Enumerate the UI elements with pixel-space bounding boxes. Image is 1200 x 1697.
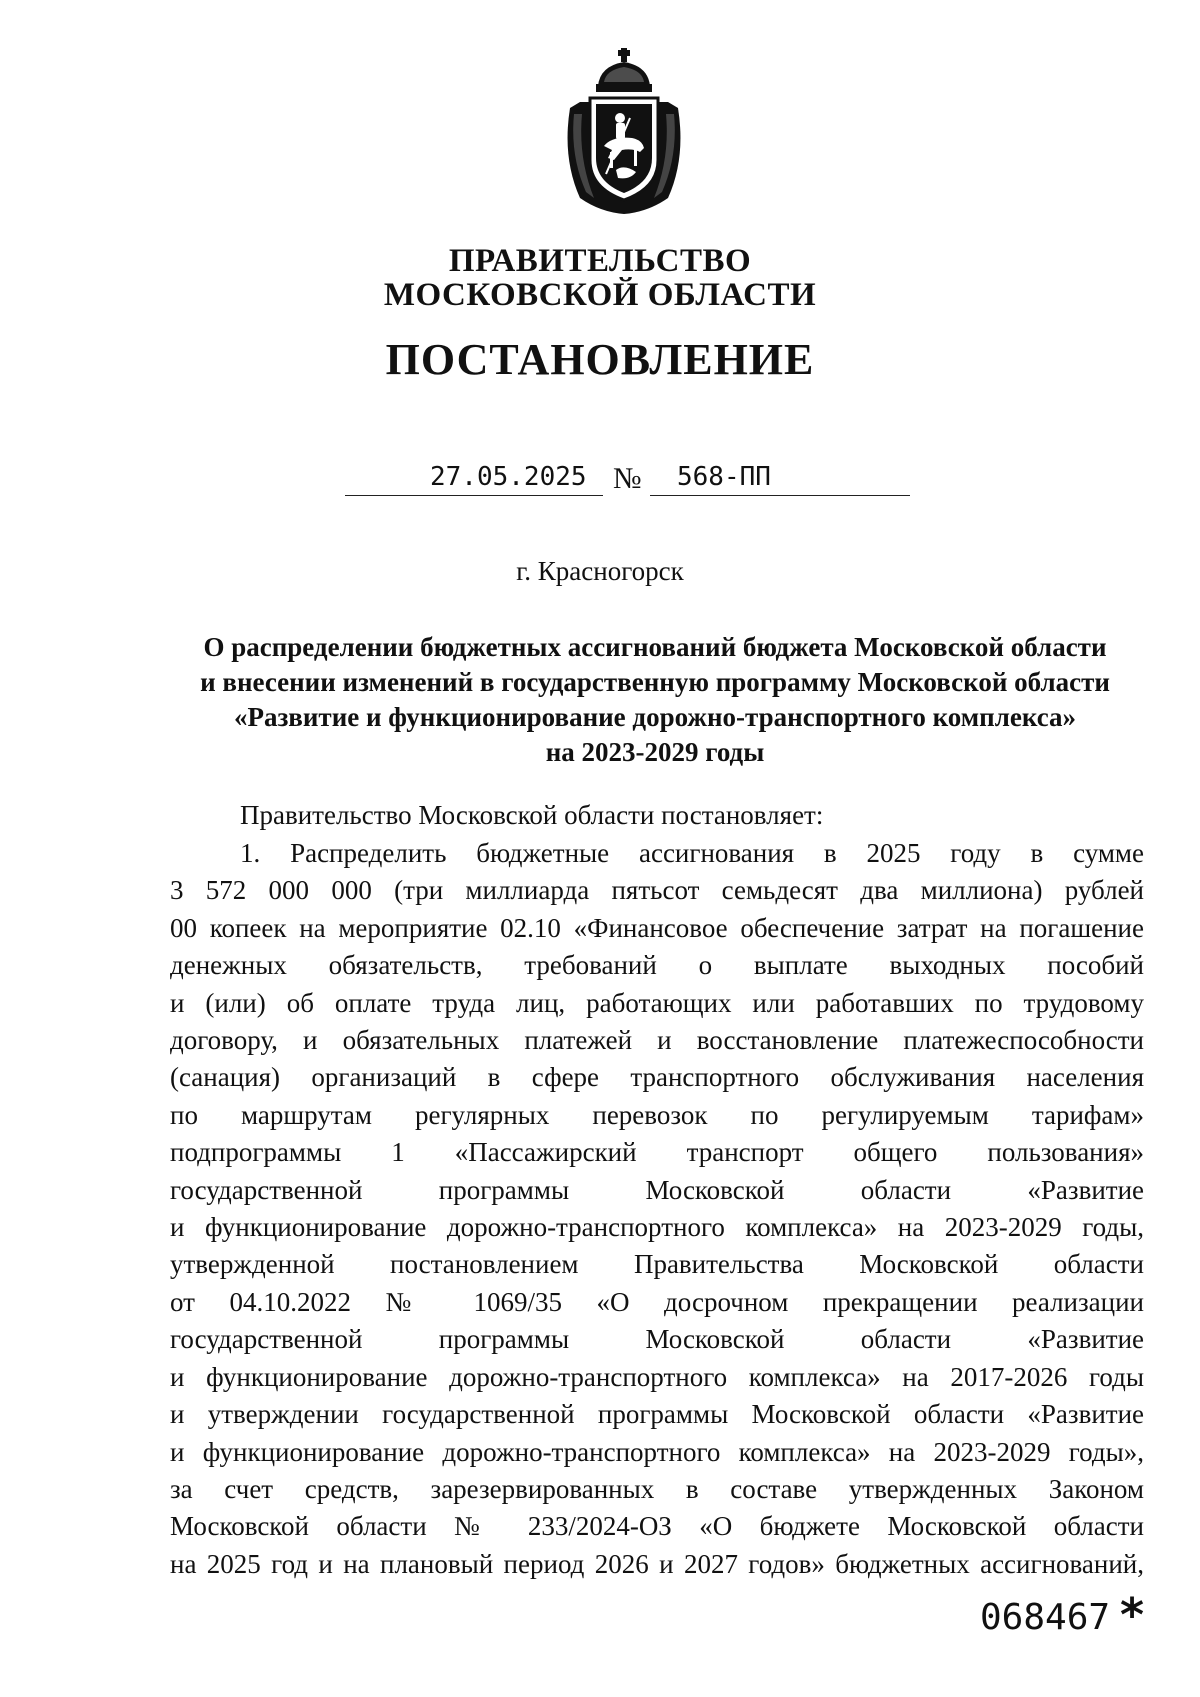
body-line: и функционирование дорожно-транспортного комплекса» на 2023-2029 годы, <box>170 1212 1144 1243</box>
body-line: государственной программы Московской области «Развитие <box>170 1174 1144 1205</box>
body-line: и утверждении государственной программы Московской области «Развитие <box>170 1399 1144 1430</box>
body-line: от 04.10.2022 № 1069/35 «О досрочном прекращении реализации <box>170 1286 1144 1317</box>
date-underline <box>345 495 603 496</box>
body-line: на 2025 год и на плановый период 2026 и 2027 годов» бюджетных ассигнований, <box>170 1548 1144 1579</box>
title-line: на 2023-2029 годы <box>545 737 765 767</box>
document-date: 27.05.2025 <box>430 462 587 492</box>
preamble: Правительство Московской области постановляет: <box>240 800 824 830</box>
body-line: Московской области № 233/2024-ОЗ «О бюджете Московской области <box>170 1511 1144 1542</box>
crown-icon <box>596 48 652 92</box>
body-line: по маршрутам регулярных перевозок по регулируемым тарифам» <box>170 1099 1144 1130</box>
document-title <box>150 630 1160 770</box>
organization-name-line1: ПРАВИТЕЛЬСТВО <box>448 243 752 279</box>
document-number: 568-ПП <box>677 462 771 492</box>
number-sign: № <box>613 462 642 495</box>
body-line: и функционирование дорожно-транспортного комплекса» на 2023-2029 годы», <box>170 1436 1144 1467</box>
body-line: (санация) организаций в сфере транспортного обслуживания населения <box>170 1062 1144 1093</box>
body-line: 3 572 000 000 (три миллиарда пятьсот семьдесят два миллиона) рублей <box>170 875 1144 906</box>
title-line: «Развитие и функционирование дорожно-транспортного комплекса» <box>233 702 1077 732</box>
title-line: и внесении изменений в государственную программу Московской области <box>200 667 1110 697</box>
shield-icon <box>590 98 658 200</box>
date-number-line <box>0 458 1200 502</box>
body-line: подпрограммы 1 «Пассажирский транспорт общего пользования» <box>170 1137 1144 1168</box>
asterisk-mark: * <box>1120 1588 1145 1642</box>
body-line: договору, и обязательных платежей и восстановление платежеспособности <box>170 1025 1144 1056</box>
body-line: утвержденной постановлением Правительства Московской области <box>170 1249 1144 1280</box>
body-line: 1. Распределить бюджетные ассигнования в 2025 году в сумме <box>240 838 1144 868</box>
body-line: за счет средств, зарезервированных в составе утвержденных Законом <box>170 1473 1144 1504</box>
body-line: денежных обязательств, требований о выплате выходных пособий <box>170 950 1144 981</box>
body-line: и функционирование дорожно-транспортного комплекса» на 2017-2026 годы <box>170 1361 1144 1392</box>
title-line: О распределении бюджетных ассигнований бюджета Московской области <box>203 632 1107 662</box>
number-underline <box>650 495 910 496</box>
organization-name-line2: МОСКОВСКОЙ ОБЛАСТИ <box>383 277 817 313</box>
body-line: 00 копеек на мероприятие 02.10 «Финансовое обеспечение затрат на погашение <box>170 912 1144 943</box>
coat-of-arms-emblem <box>560 48 688 216</box>
body-line: и (или) об оплате труда лиц, работающих или работавших по трудовому <box>170 987 1144 1018</box>
document-type: ПОСТАНОВЛЕНИЕ <box>385 335 815 384</box>
serial-number: 068467 <box>980 1597 1111 1638</box>
city-name: г. Красногорск <box>516 556 684 586</box>
body-line: государственной программы Московской области «Развитие <box>170 1324 1144 1355</box>
document-body <box>170 835 1144 1583</box>
